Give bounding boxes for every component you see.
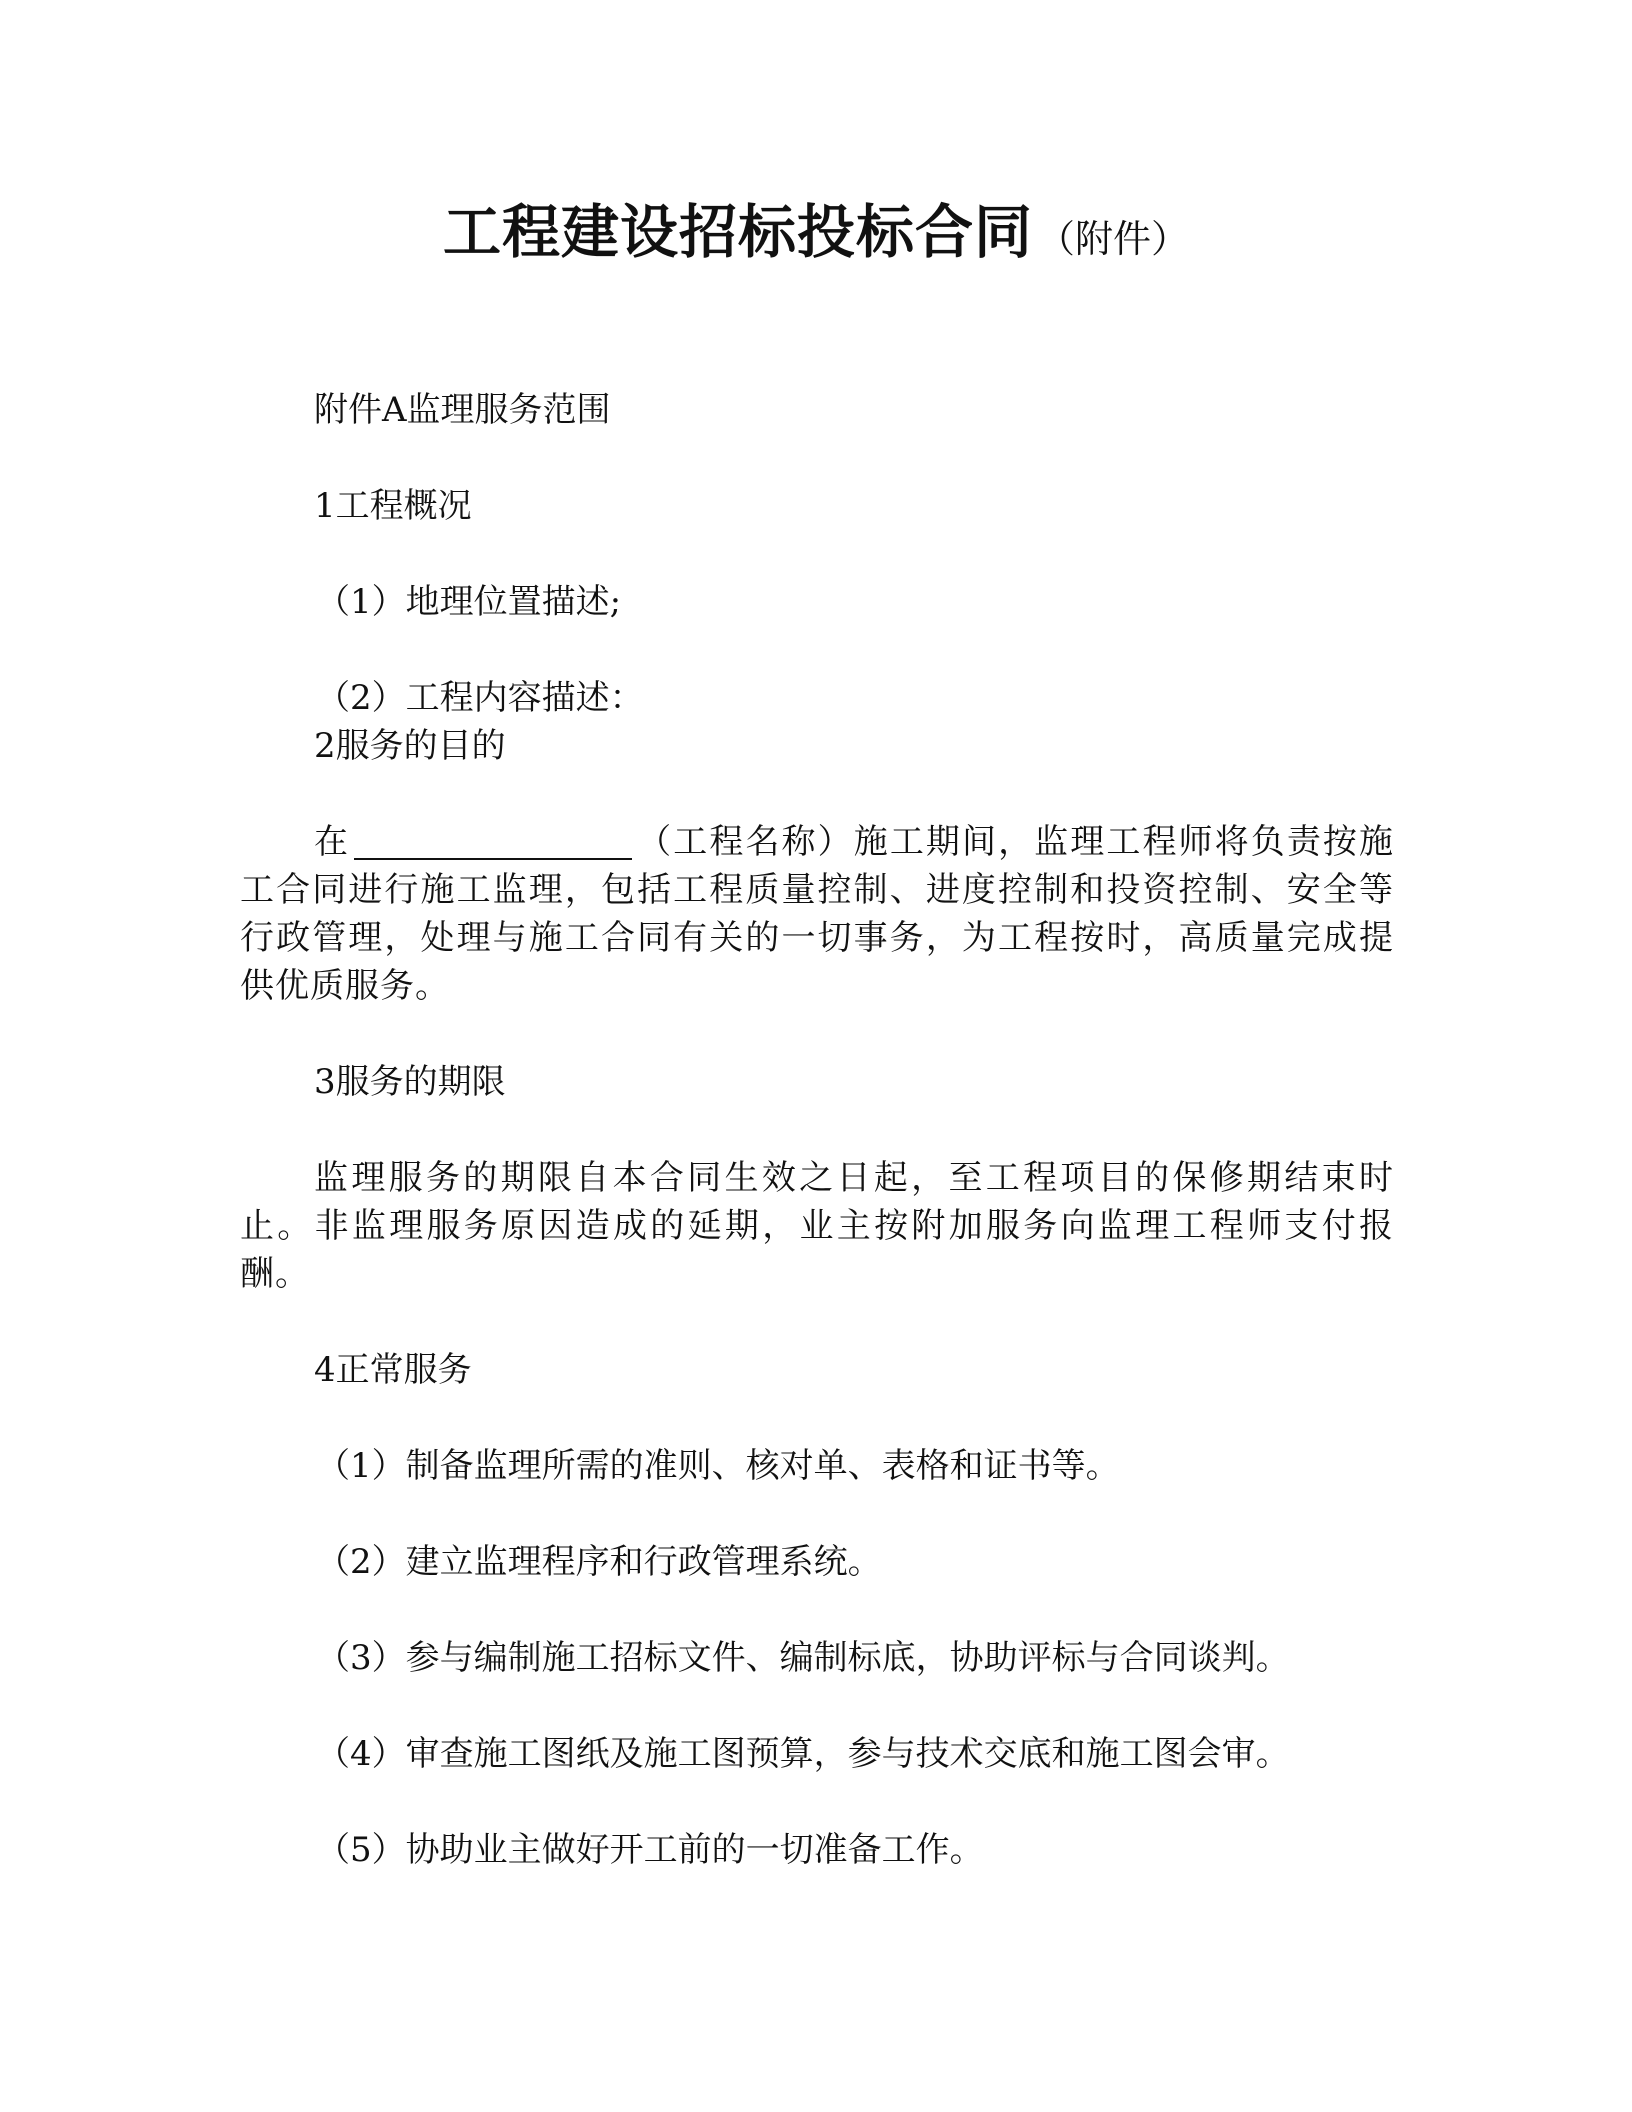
section-1-item-1: （1）地理位置描述;	[316, 582, 622, 622]
section-4-item-3: （3）参与编制施工招标文件、编制标底，协助评标与合同谈判。	[316, 1638, 1290, 1678]
section-2-paragraph	[240, 818, 1394, 1010]
section-4-heading: 4正常服务	[314, 1350, 472, 1390]
section-3-heading: 3服务的期限	[314, 1062, 506, 1102]
annex-heading: 附件A监理服务范围	[314, 390, 611, 430]
section-4-item-5: （5）协助业主做好开工前的一切准备工作。	[316, 1830, 984, 1870]
section-2-heading: 2服务的目的	[314, 726, 506, 766]
section-4-item-1: （1）制备监理所需的准则、核对单、表格和证书等。	[316, 1446, 1120, 1486]
section-2-paragraph-prefix: 在	[314, 822, 351, 862]
section-1-heading: 1工程概况	[314, 486, 472, 526]
document-subtitle: （附件）	[1037, 217, 1190, 261]
section-3-paragraph: 监理服务的期限自本合同生效之日起，至工程项目的保修期结束时止。非监理服务原因造成的延期，业主按附加服务向监理工程师支付报酬。	[240, 1158, 1394, 1294]
section-4-item-4: （4）审查施工图纸及施工图预算，参与技术交底和施工图会审。	[316, 1734, 1290, 1774]
section-1-item-2: （2）工程内容描述：	[316, 678, 644, 718]
section-2-paragraph-text: （工程名称）施工期间，监理工程师将负责按施工合同进行施工监理，包括工程质量控制、进度控制和投资控制、安全等行政管理，处理与施工合同有关的一切事务，为工程按时，高质量完成提供优质服务。	[240, 822, 1395, 1006]
project-name-blank	[354, 820, 632, 860]
document-title-block	[0, 192, 1632, 287]
document-title: 工程建设招标投标合同	[442, 198, 1033, 266]
section-4-item-2: （2）建立监理程序和行政管理系统。	[316, 1542, 882, 1582]
